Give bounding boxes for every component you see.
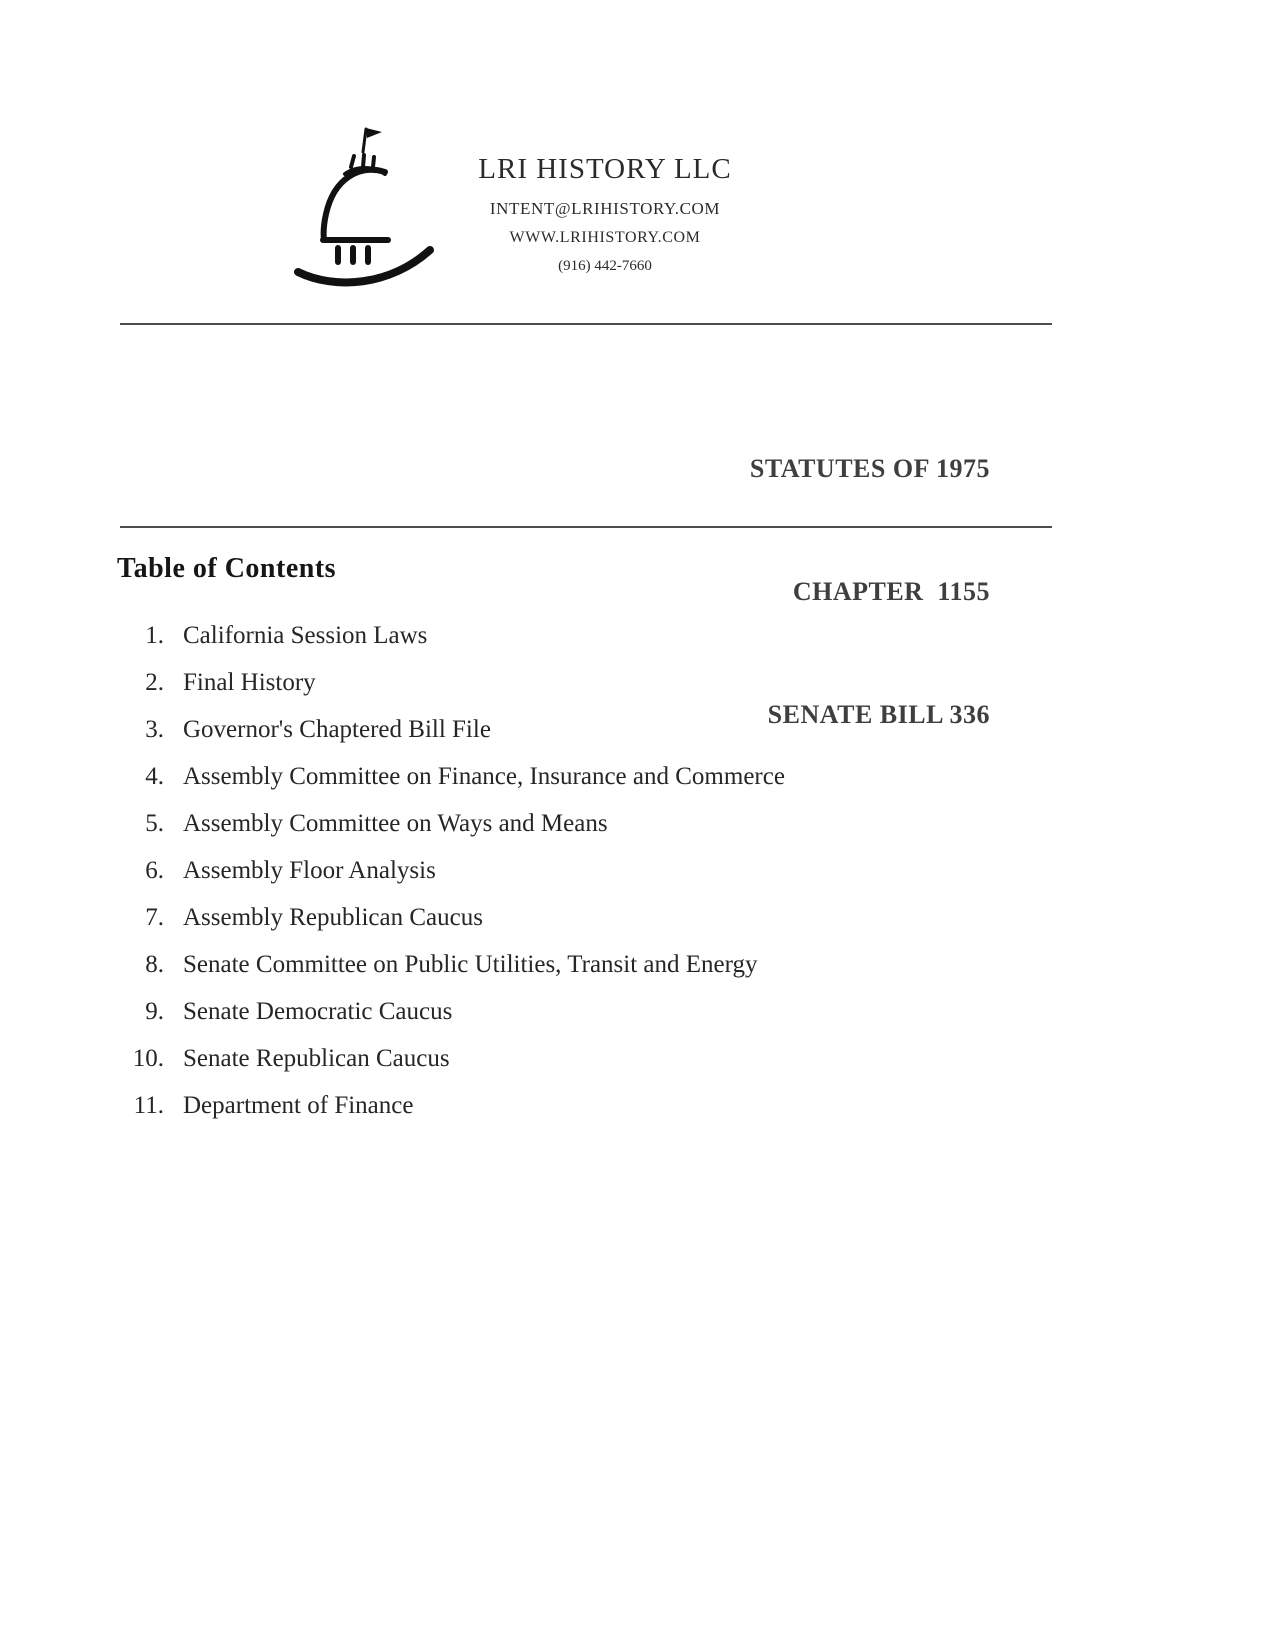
company-name: LRI HISTORY LLC [478, 153, 732, 185]
toc-item-label: Senate Republican Caucus [183, 1045, 450, 1072]
toc-item [117, 951, 1157, 978]
toc-item-number: 7. [145, 904, 164, 931]
toc-item [117, 1092, 1157, 1119]
letterhead [440, 152, 770, 275]
toc-item-label: Governor's Chaptered Bill File [183, 716, 491, 743]
toc-item-number: 8. [145, 951, 164, 978]
toc-item-number: 5. [145, 810, 164, 837]
toc-item-label: Assembly Floor Analysis [183, 857, 436, 884]
statute-line-statutes: STATUTES OF 1975 [749, 454, 990, 483]
toc-item [117, 904, 1157, 931]
toc-item [117, 810, 1157, 837]
capitol-logo-icon [290, 122, 448, 292]
statute-line-chapter: CHAPTER 1155 [792, 577, 990, 606]
toc-item-number: 6. [145, 857, 164, 884]
toc-item [117, 669, 1157, 696]
company-phone: (916) 442-7660 [558, 258, 652, 274]
toc-list [117, 622, 1157, 1119]
toc-item-number: 9. [145, 998, 164, 1025]
toc-item [117, 857, 1157, 884]
toc-item [117, 763, 1157, 790]
toc-item-number: 10. [132, 1045, 164, 1072]
company-website: WWW.LRIHISTORY.COM [509, 229, 701, 246]
toc-item-label: Final History [183, 669, 316, 696]
toc-item-label: Assembly Republican Caucus [183, 904, 483, 931]
statute-line-senate-bill: SENATE BILL 336 [767, 700, 990, 729]
toc-item [117, 622, 1157, 649]
toc-item [117, 716, 1157, 743]
toc-item-label: Senate Democratic Caucus [183, 998, 453, 1025]
toc-item-label: Department of Finance [183, 1092, 414, 1119]
toc-item-number: 3. [145, 716, 164, 743]
toc-item-number: 2. [145, 669, 164, 696]
toc-item-label: California Session Laws [183, 622, 428, 649]
table-of-contents [117, 553, 1157, 1139]
toc-item-number: 1. [145, 622, 164, 649]
company-email: INTENT@LRIHISTORY.COM [489, 199, 721, 218]
toc-item [117, 998, 1157, 1025]
divider-top [120, 323, 1052, 325]
toc-item-label: Assembly Committee on Finance, Insurance and Commerce [183, 763, 785, 790]
toc-item-number: 4. [145, 763, 164, 790]
toc-item-label: Assembly Committee on Ways and Means [183, 810, 608, 837]
toc-item-label: Senate Committee on Public Utilities, Transit and Energy [183, 951, 758, 978]
toc-title: Table of Contents [117, 553, 337, 584]
toc-item [117, 1045, 1157, 1072]
toc-item-number: 11. [133, 1092, 164, 1119]
